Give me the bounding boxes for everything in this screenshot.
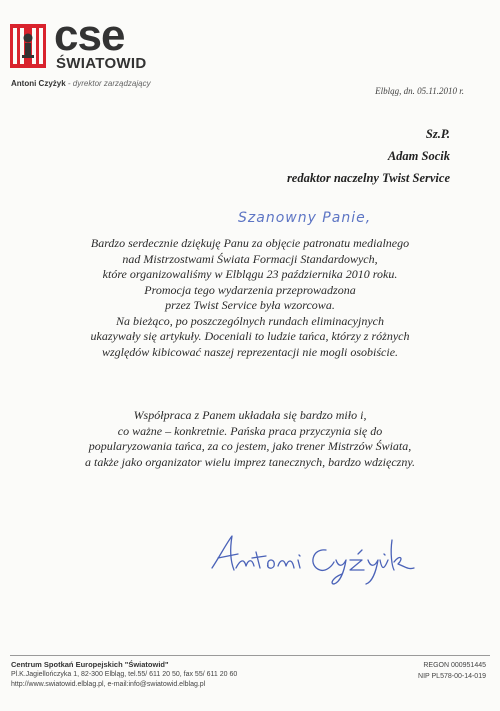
addressee-name: Adam Socik: [387, 149, 450, 163]
paragraph-thanks: [40, 236, 460, 360]
text-line: ukazywały się artykuły. Doceniali to ludzie tańca, którzy z różnych: [90, 329, 410, 343]
director-name: Antoni Czyżyk: [11, 79, 66, 88]
logo-mark-icon: [10, 24, 46, 68]
footer-web: http://www.swiatowid.elblag.pl, e-mail:info@swiatowid.elblag.pl: [11, 681, 206, 688]
logo-subtext: ŚWIATOWID: [56, 55, 147, 72]
handwritten-signature: [208, 530, 438, 586]
logo-text: cse: [54, 11, 125, 60]
footer-divider: [10, 655, 490, 656]
addressee-line: Sz.P.: [425, 127, 450, 141]
cse-swiatowid-logo: [10, 11, 185, 78]
footer-contact: [11, 660, 237, 690]
letter-date: Elbląg, dn. 05.11.2010 r.: [375, 86, 464, 96]
text-line: które organizowaliśmy w Elblągu 23 października 2010 roku.: [102, 267, 398, 281]
text-line: przez Twist Service była wzorcowa.: [165, 298, 335, 312]
addressee-title: redaktor naczelny Twist Service: [286, 171, 450, 185]
paragraph-cooperation: [40, 408, 460, 470]
footer-organization: Centrum Spotkań Europejskich "Światowid": [11, 660, 169, 669]
footer-registration: [418, 660, 486, 682]
text-line: Współpraca z Panem układała się bardzo miło i,: [133, 408, 367, 422]
handwritten-salutation: Szanowny Panie,: [238, 210, 372, 226]
footer-nip: NIP PL578-00-14-019: [418, 673, 486, 680]
addressee-block: [287, 123, 450, 189]
director-line: [11, 79, 151, 88]
text-line: Na bieżąco, po poszczególnych rundach eliminacyjnych: [116, 313, 384, 328]
text-line: Bardzo serdecznie dziękuję Panu za objęcie patronatu medialnego: [90, 236, 410, 250]
text-line: Promocja tego wydarzenia przeprowadzona: [144, 282, 356, 297]
text-line: co ważne – konkretnie. Pańska praca przyczynia się do: [117, 423, 383, 438]
text-line: względów kibicować naszej reprezentacji nie mogli osobiście.: [101, 344, 399, 359]
text-line: popularyzowania tańca, za co jestem, jako trener Mistrzów Świata,: [88, 439, 412, 453]
director-role: - dyrektor zarządzający: [65, 79, 151, 88]
text-line: a także jako organizator wielu imprez tanecznych, bardzo wdzięczny.: [85, 454, 415, 469]
text-line: nad Mistrzostwami Świata Formacji Standardowych,: [122, 251, 378, 266]
footer-address: Pl.K.Jagiellończyka 1, 82-300 Elbląg, tel.55/ 611 20 50, fax 55/ 611 20 60: [11, 671, 238, 678]
footer-regon: REGON 000951445: [423, 662, 486, 669]
